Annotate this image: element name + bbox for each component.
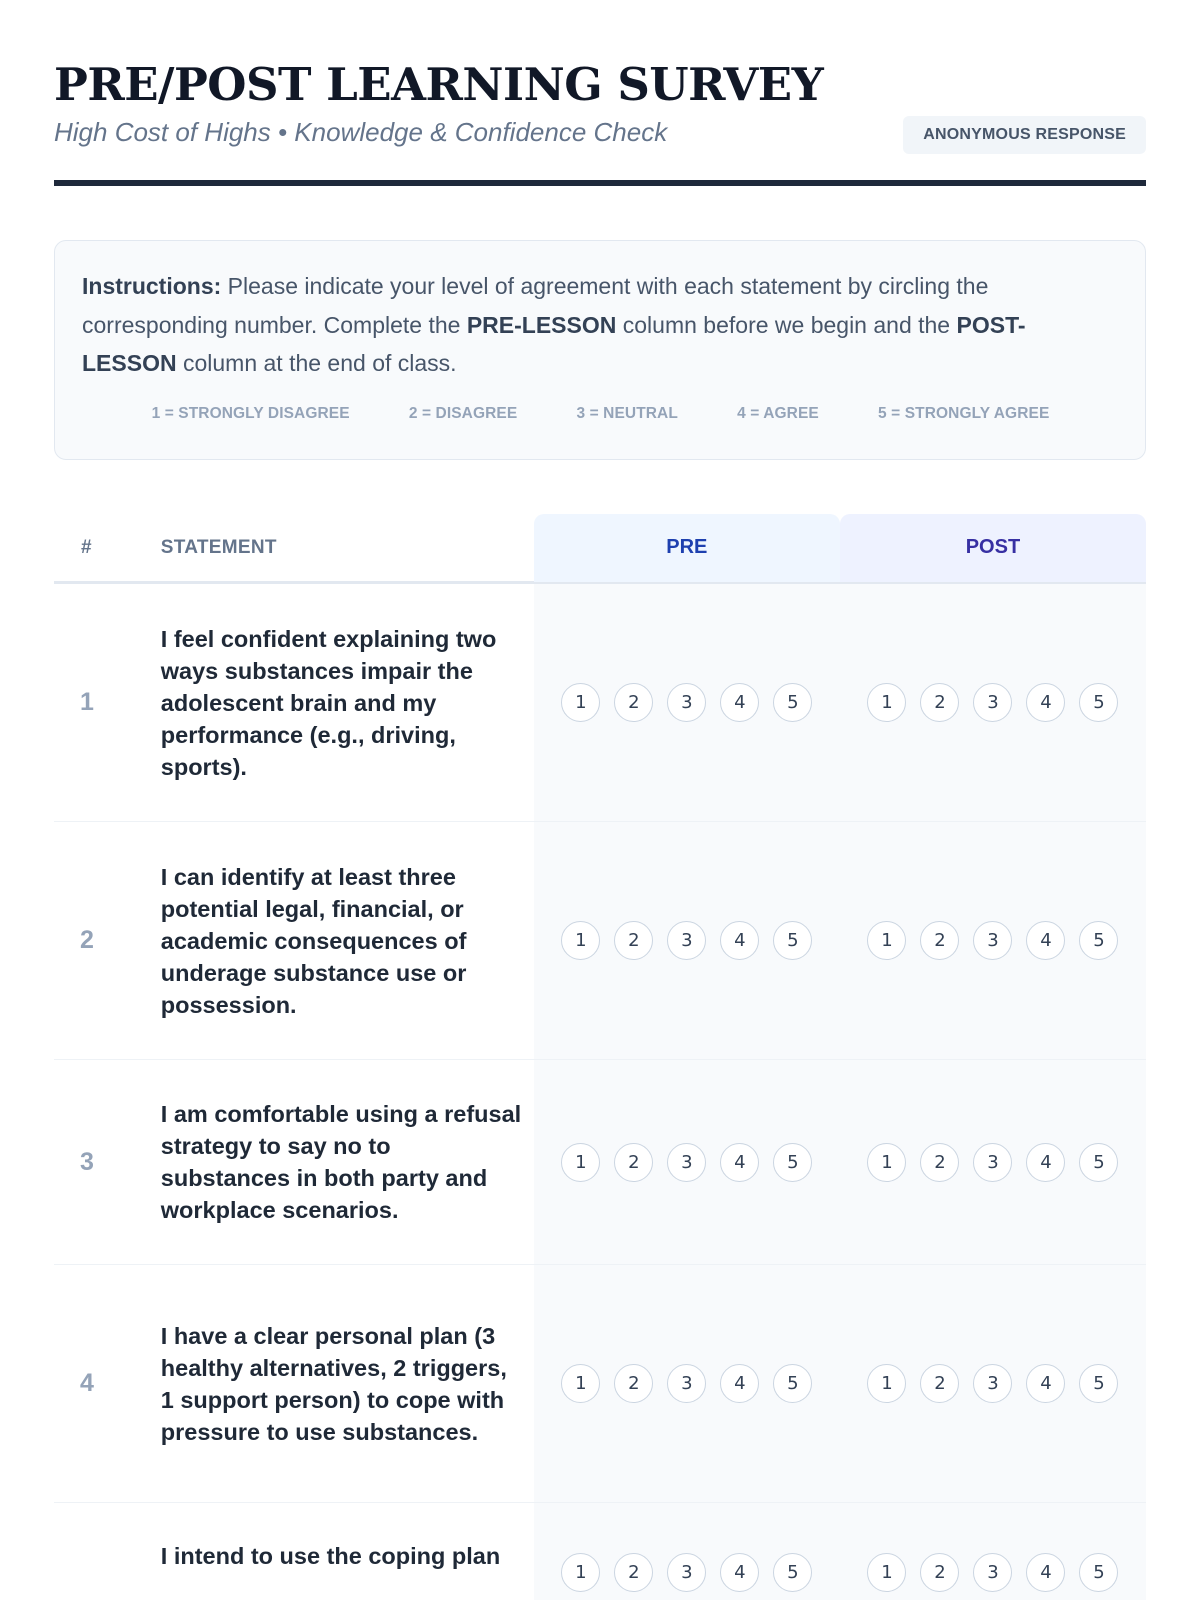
statement-text: I am comfortable using a refusal strategy to say no to substances in both party and workplace scenarios. [160,1101,522,1223]
pre-cell [534,1060,840,1264]
post-rating-option[interactable]: 1 [867,1143,906,1182]
table-header [54,514,1146,584]
post-rating-option[interactable]: 1 [867,921,906,960]
pre-rating-option[interactable]: 4 [720,921,759,960]
post-rating-group [867,921,1118,960]
pre-rating-option[interactable]: 5 [773,1364,812,1403]
post-rating-option[interactable]: 4 [1026,683,1065,722]
post-lesson-emphasis: POST-LESSON [82,311,1026,376]
pre-rating-option[interactable]: 2 [614,1143,653,1182]
table-row [54,584,1146,822]
pre-cell [534,822,840,1059]
pre-rating-option[interactable]: 4 [720,1364,759,1403]
pre-rating-option[interactable]: 2 [614,1364,653,1403]
pre-cell [534,1503,840,1600]
post-rating-group [867,683,1118,722]
instructions-box [54,240,1146,460]
pre-rating-group [561,1143,812,1182]
table-body [54,584,1146,1600]
scale-item: 4 = AGREE [737,404,819,422]
instructions-label: Instructions: [82,273,222,299]
instructions-text-2: column before we begin and the [616,311,957,338]
post-rating-option[interactable]: 1 [867,683,906,722]
instructions-text [82,267,1119,383]
pre-rating-group [561,1553,812,1592]
pre-rating-option[interactable]: 2 [614,683,653,722]
pre-rating-option[interactable]: 1 [561,921,600,960]
column-header-statement: STATEMENT [160,536,277,558]
post-rating-option[interactable]: 2 [920,1553,959,1592]
pre-rating-option[interactable]: 5 [773,1143,812,1182]
post-rating-option[interactable]: 3 [973,683,1012,722]
post-rating-option[interactable]: 2 [920,683,959,722]
pre-rating-option[interactable]: 1 [561,1553,600,1592]
column-header-pre: PRE [534,514,840,582]
post-cell [840,822,1146,1059]
post-rating-option[interactable]: 4 [1026,1364,1065,1403]
statement-text: I have a clear personal plan (3 healthy alternatives, 2 triggers, 1 support person) to cope with pressure to use substances. [160,1322,507,1445]
pre-rating-option[interactable]: 4 [720,683,759,722]
pre-rating-option[interactable]: 2 [614,1553,653,1592]
statement-text: I feel confident explaining two ways substances impair the adolescent brain and my performance (e.g., driving, sports). [160,625,497,780]
post-rating-option[interactable]: 5 [1079,683,1118,722]
survey-table [54,514,1146,1600]
pre-rating-option[interactable]: 3 [667,683,706,722]
post-rating-option[interactable]: 2 [920,1143,959,1182]
statement-number: 4 [80,1369,94,1397]
post-rating-option[interactable]: 2 [920,921,959,960]
scale-item: 2 = DISAGREE [408,404,518,422]
statement-text: I can identify at least three potential legal, financial, or academic consequences of underage substance use or possession. [160,863,467,1018]
pre-rating-group [561,1364,812,1403]
instructions-text-1: Please indicate your level of agreement with each statement by circling the corresponding number. Complete the [82,273,989,338]
post-rating-option[interactable]: 5 [1079,1364,1118,1403]
post-rating-option[interactable]: 4 [1026,921,1065,960]
post-rating-option[interactable]: 2 [920,1364,959,1403]
anonymous-badge: ANONYMOUS RESPONSE [903,116,1146,154]
pre-cell [534,584,840,821]
pre-rating-option[interactable]: 1 [561,683,600,722]
page-title: PRE/POST LEARNING SURVEY [54,58,824,111]
pre-rating-group [561,921,812,960]
survey-header [54,0,1146,186]
post-cell [840,584,1146,821]
pre-rating-option[interactable]: 3 [667,1143,706,1182]
post-cell [840,1503,1146,1600]
table-row [54,1503,1146,1600]
table-row [54,822,1146,1060]
pre-rating-option[interactable]: 1 [561,1364,600,1403]
table-row [54,1265,1146,1503]
post-rating-option[interactable]: 3 [973,921,1012,960]
statement-number: 1 [80,688,94,716]
post-rating-option[interactable]: 4 [1026,1553,1065,1592]
post-rating-group [867,1364,1118,1403]
pre-rating-option[interactable]: 1 [561,1143,600,1182]
pre-cell [534,1265,840,1502]
column-header-post: POST [840,514,1146,582]
scale-item: 1 = STRONGLY DISAGREE [151,404,350,422]
post-rating-option[interactable]: 3 [973,1364,1012,1403]
pre-rating-option[interactable]: 5 [773,921,812,960]
pre-rating-option[interactable]: 3 [667,921,706,960]
post-cell [840,1060,1146,1264]
post-cell [840,1265,1146,1502]
pre-rating-option[interactable]: 5 [773,1553,812,1592]
post-rating-option[interactable]: 4 [1026,1143,1065,1182]
post-rating-option[interactable]: 3 [973,1553,1012,1592]
statement-number: 3 [80,1147,94,1176]
pre-rating-option[interactable]: 3 [667,1364,706,1403]
pre-lesson-emphasis: PRE-LESSON [466,311,617,338]
post-rating-option[interactable]: 5 [1079,1553,1118,1592]
column-header-number: # [81,536,92,558]
page-subtitle: High Cost of Highs • Knowledge & Confidence Check [54,117,668,147]
statement-number: 2 [80,926,94,954]
pre-rating-option[interactable]: 5 [773,683,812,722]
scale-item: 5 = STRONGLY AGREE [878,404,1050,422]
pre-rating-option[interactable]: 4 [720,1143,759,1182]
post-rating-option[interactable]: 3 [973,1143,1012,1182]
post-rating-option[interactable]: 5 [1079,921,1118,960]
pre-rating-group [561,683,812,722]
table-row [54,1060,1146,1265]
pre-rating-option[interactable]: 2 [614,921,653,960]
instructions-text-3: column at the end of class. [176,350,457,376]
post-rating-option[interactable]: 5 [1079,1143,1118,1182]
rating-scale-legend [82,405,1119,423]
statement-text: I intend to use the coping plan [160,1543,501,1569]
post-rating-group [867,1553,1118,1592]
post-rating-option[interactable]: 1 [867,1364,906,1403]
pre-rating-option[interactable]: 3 [667,1553,706,1592]
scale-item: 3 = NEUTRAL [576,404,678,422]
pre-rating-option[interactable]: 4 [720,1553,759,1592]
post-rating-option[interactable]: 1 [867,1553,906,1592]
post-rating-group [867,1143,1118,1182]
